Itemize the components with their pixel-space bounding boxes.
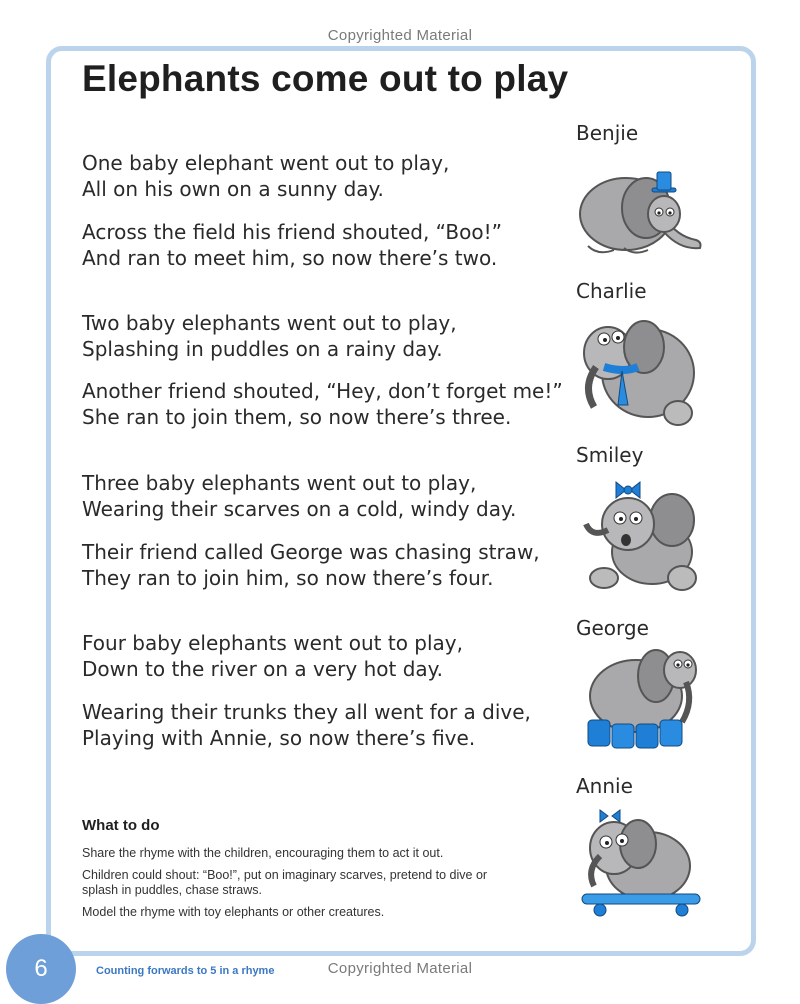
rhyme-stanza — [82, 630, 463, 682]
rhyme-line: Playing with Annie, so now there’s five. — [82, 726, 476, 750]
rhyme-stanza — [82, 310, 457, 362]
elephant-top-hat-icon — [574, 156, 706, 260]
rhyme-stanza — [82, 219, 502, 271]
page-number-badge: 6 — [6, 934, 76, 1004]
rhyme-line: One baby elephant went out to play, — [82, 151, 450, 175]
rhyme-stanza — [82, 150, 449, 202]
rhyme-line: They ran to join him, so now there’s four. — [82, 566, 494, 590]
rhyme-stanza — [82, 699, 531, 751]
rhyme-line: Another friend shouted, “Hey, don’t forget me!” — [82, 379, 563, 403]
elephant-skateboard-icon — [574, 804, 706, 924]
page-title: Elephants come out to play — [82, 58, 569, 99]
rhyme-stanza — [82, 378, 563, 430]
elephant-scarf-icon — [574, 309, 706, 431]
rhyme-line: Wearing their scarves on a cold, windy day. — [82, 497, 517, 521]
elephant-bow-icon — [574, 474, 706, 594]
rhyme-line: Wearing their trunks they all went for a dive, — [82, 700, 531, 724]
character-name-george: George — [576, 616, 649, 640]
rhyme-line: Four baby elephants went out to play, — [82, 631, 463, 655]
rhyme-line: Splashing in puddles on a rainy day. — [82, 337, 443, 361]
rhyme-line: Down to the river on a very hot day. — [82, 657, 443, 681]
rhyme-line: And ran to meet him, so now there’s two. — [82, 246, 498, 270]
character-name-charlie: Charlie — [576, 279, 647, 303]
what-to-do-heading: What to do — [82, 817, 160, 834]
rhyme-line: Two baby elephants went out to play, — [82, 311, 457, 335]
character-name-annie: Annie — [576, 774, 633, 798]
rhyme-line: All on his own on a sunny day. — [82, 177, 384, 201]
elephant-boots-icon — [574, 640, 706, 756]
rhyme-stanza — [82, 539, 540, 591]
rhyme-line: Across the field his friend shouted, “Boo!” — [82, 220, 502, 244]
rhyme-line: She ran to join them, so now there’s three. — [82, 405, 512, 429]
copyright-notice-bottom: Copyrighted Material — [327, 960, 473, 977]
rhyme-line: Their friend called George was chasing straw, — [82, 540, 540, 564]
character-name-smiley: Smiley — [576, 443, 644, 467]
copyright-notice-top: Copyrighted Material — [327, 27, 473, 44]
character-name-benjie: Benjie — [576, 121, 639, 145]
instruction-item: Model the rhyme with toy elephants or other creatures. — [82, 905, 385, 919]
instruction-item: Children could shout: “Boo!”, put on imaginary scarves, pretend to dive or splash in puddles, chase straws. — [82, 868, 488, 897]
rhyme-stanza — [82, 470, 516, 522]
rhyme-line: Three baby elephants went out to play, — [82, 471, 477, 495]
footer-section-title: Counting forwards to 5 in a rhyme — [96, 965, 275, 977]
instruction-item: Share the rhyme with the children, encouraging them to act it out. — [82, 846, 444, 860]
